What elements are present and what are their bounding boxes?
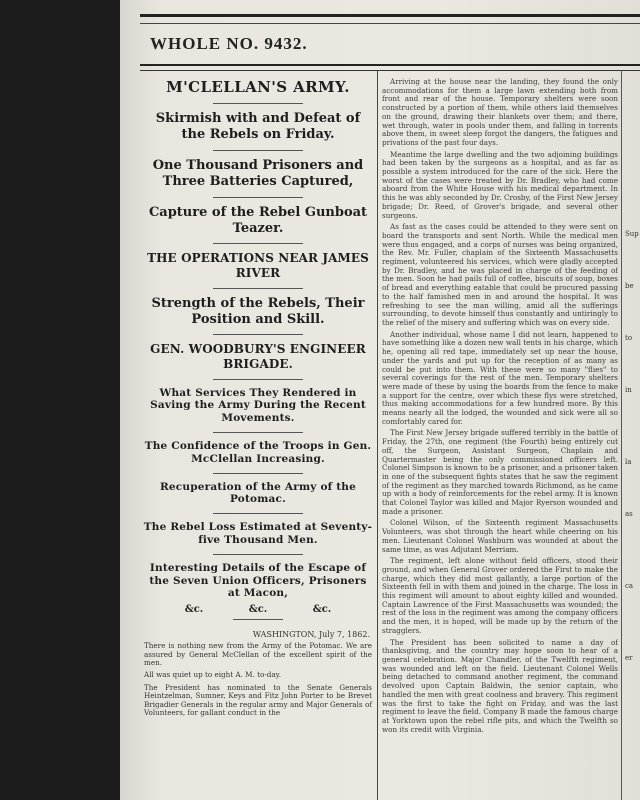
headline-recuperation: Recuperation of the Army of the Potomac.	[159, 480, 356, 506]
issue-number: WHOLE NO. 9432.	[150, 34, 308, 53]
headline-strength: Strength of the Rebels, Their Position and Skill.	[151, 295, 365, 327]
headline-services: What Services They Rendered in Saving the Army During the Recent Movements.	[150, 386, 366, 425]
body-paragraph: Another individual, whose name I did not learn, happened to have something like a dozen new wall tents in his charge, which he, opening all red tape, immediately set up near the house, under the yards and put up for the reception of as many as could be put into them. With these were so many "flies" to several coverings for the rest of the men. Temporary shelters were made of these by using the boards from the fence to make a support for the centre, over which these flys were stretched, thus making accommodations for a few hundred more. By this means nearly all the lodged, the wounded and sick were all so comfortably cared for.	[382, 329, 618, 426]
text-fragment: in	[625, 386, 632, 394]
right-column-fragment	[625, 78, 640, 800]
body-paragraph: Arriving at the house near the landing, they found the only accommodations for them a large lawn extending both from front and rear of the house. Temporary shelters were soon constructed by a portion of them, while others laid themselves on the ground, drawing their blankets over them; and there, wet through, water in pools under them, and falling in torrents above them, in sweet sleep forgot the dangers, the fatigues and privations of the past four days.	[382, 78, 618, 147]
divider	[213, 379, 303, 380]
divider	[213, 513, 303, 514]
divider	[213, 473, 303, 474]
body-paragraph: Meantime the large dwelling and the two adjoining buildings had been taken by the surgeons as a hospital, and as far as possible a system introduced for the care of the sick. Here the worst of the cases were treated by Dr. Bradley, who had come aboard from the White House with his medical department. In this he was ably seconded by Dr. Crosby, of the First New Jersey brigade; Dr. Reed, of Grover's brigade, and several other surgeons.	[382, 149, 618, 220]
headline-operations: THE OPERATIONS NEAR JAMES RIVER	[147, 251, 369, 281]
body-paragraph: The President has nominated to the Senate Generals Heintzelman, Sumner, Keys and Fitz John Porter to be Brevet Brigadier Generals in the regular army and Major Generals of Volunteers, for gallant conduct in the	[144, 682, 372, 718]
column-divider	[377, 70, 378, 800]
headline-prisoners: One Thousand Prisoners and Three Batteries Captured,	[152, 158, 364, 189]
text-fragment: to	[625, 334, 633, 342]
body-paragraph: As fast as the cases could be attended to they were sent on board the transports and sent North. While the medical men were thus engaged, and a corps of nurses was being organized, the Rev. Mr. Fuller, chaplain of the Sixteenth Massachusetts regiment, volunteered his services, which were gladly accepted by Dr. Bradley, and he was placed in charge of the feeding of the men. Soon he had pails full of coffee, biscuits of soup, boxes of bread and everything eatable that could be procured passing to the half famished men in and around the hospital. It was refreshing to see the man willing, amid all the sufferings surrounding, to devote himself thus constantly and untiringly to the relief of the misery and suffering which was on every side.	[382, 222, 618, 327]
headline-rebel-loss: The Rebel Loss Estimated at Seventy-five Thousand Men.	[143, 521, 373, 547]
divider	[213, 288, 303, 289]
headline-confidence: The Confidence of the Troops in Gen. McClellan Increasing.	[144, 440, 372, 465]
left-column	[142, 72, 374, 800]
etc-mark: &c.	[248, 604, 268, 616]
masthead-rule	[140, 64, 640, 71]
body-paragraph: There is nothing new from the Army of the Potomac. We are assured by General McClellan of the excellent spirit of the men.	[144, 641, 372, 668]
body-paragraph: All was quiet up to eight A. M. to-day.	[144, 670, 282, 680]
divider	[213, 432, 303, 433]
newspaper-page	[120, 0, 640, 800]
divider	[213, 554, 303, 555]
body-paragraph: Colonel Wilson, of the Sixteenth regiment Massachusetts Volunteers, was shot through the heart while cheering on his men. Lieutenant Colonel Washburn was wounded at about the same time, as was Adjutant Merriam.	[382, 518, 618, 554]
text-fragment: er	[625, 654, 633, 662]
divider	[213, 243, 303, 244]
dateline: WASHINGTON, July 7, 1862.	[252, 630, 370, 640]
top-rule	[140, 14, 640, 24]
etc-mark: &c.	[184, 604, 204, 616]
middle-column	[382, 78, 618, 800]
headline-skirmish: Skirmish with and Defeat of the Rebels on Friday.	[155, 111, 361, 143]
column-divider	[621, 70, 622, 800]
divider	[213, 150, 303, 151]
etc-row	[162, 604, 354, 615]
body-paragraph: The First New Jersey brigade suffered terribly in the battle of Friday, the 27th, one regiment (the Fourth) being entirely cut off, the Surgeon, Assistant Surgeon, Chaplain and Quartermaster being the only commissioned officers left. Colonel Simpson is known to be a prisoner, and a prisoner taken in one of the subsequent fights states that he saw the regiment of the regiment as they marched towards Richmond, as he came up with a body of reinforcements for the rebel army. It is known that Colonel Taylor was killed and Major Ryerson wounded and made a prisoner.	[382, 428, 618, 516]
headline-escape: Interesting Details of the Escape of the Seven Union Officers, Prisoners at Macon,	[149, 561, 367, 600]
headline-engineer-brigade: GEN. WOODBURY'S ENGINEER BRIGADE.	[150, 342, 366, 372]
divider	[213, 103, 303, 104]
body-paragraph: The President has been solicited to name a day of thanksgiving, and the country may hope soon to hear of a general celebration. Major Chandler, of the Twelfth regiment, was wounded and left on the field. Lieutenant Colonel Wells being detached to command another regiment, the command devolved upon Captain Baldwin, the senior captain, who handled the men with great coolness and bravery. This regiment was the first to take the fight on Friday, and was the last regiment to leave the field. Company B made the famous charge at Yorktown upon the rebel rifle pits, and which the Twelfth so won its credit with Virginia.	[382, 637, 618, 734]
text-fragment: as	[625, 510, 633, 518]
text-fragment: la	[625, 458, 632, 466]
headline-gunboat: Capture of the Rebel Gunboat Teazer.	[148, 204, 368, 236]
text-fragment: Sup	[625, 230, 639, 238]
body-paragraph: The regiment, left alone without field officers, stood their ground, and when General Grover ordered the First to make the charge, which they did most gallantly, a large portion of the Sixteenth fell in with them and joined in the charge. The loss in this regiment will amount to about eighty killed and wounded. Captain Lawrence of the First Massachusetts was wounded; the rest of the loss in the regiment was among the company officers and the men, it is hoped, will be made up by the return of the stragglers.	[382, 556, 618, 635]
divider	[213, 197, 303, 198]
divider	[213, 334, 303, 335]
text-fragment: be	[625, 282, 634, 290]
divider	[233, 619, 283, 620]
text-fragment: ca	[625, 582, 634, 590]
etc-mark: &c.	[312, 604, 332, 616]
headline-main: M'CLELLAN'S ARMY.	[166, 78, 350, 96]
